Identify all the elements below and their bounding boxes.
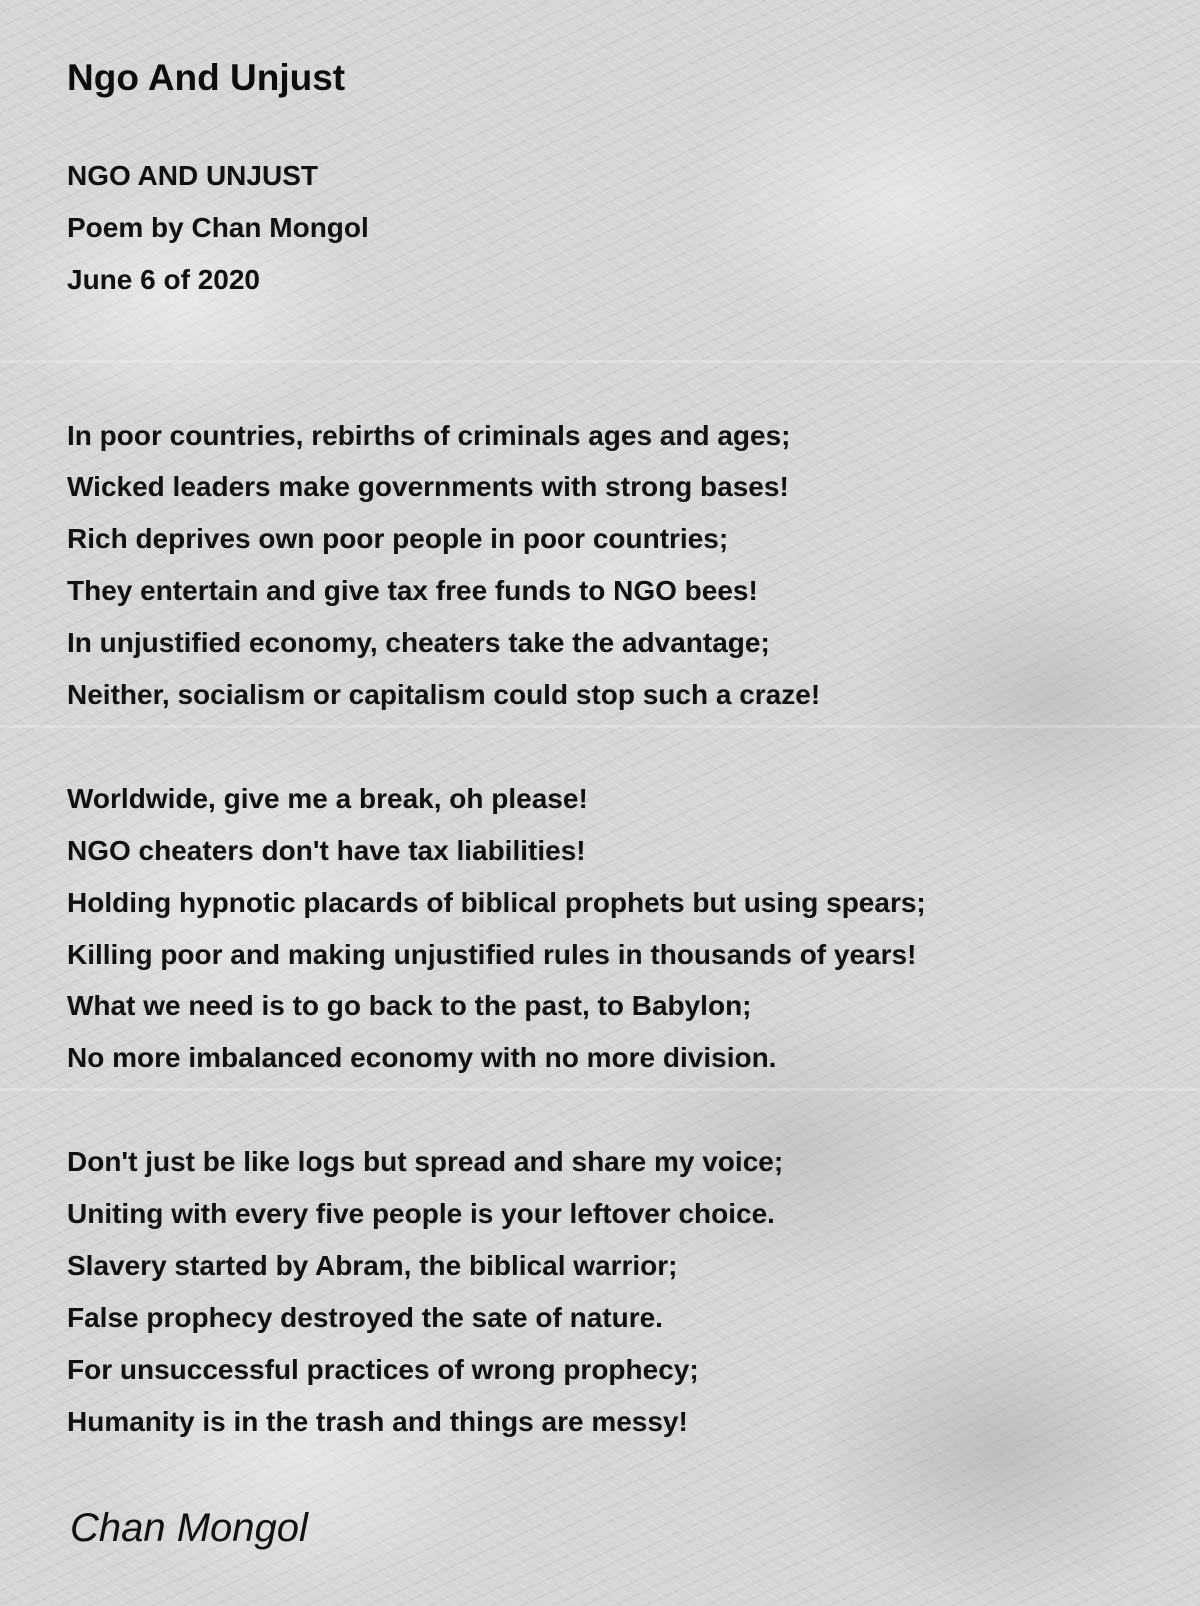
stanza-1 (67, 410, 1167, 721)
poem-line: Humanity is in the trash and things are messy! (67, 1405, 688, 1437)
poem-line: Holding hypnotic placards of biblical prophets but using spears; (67, 886, 926, 918)
poem-line: Killing poor and making unjustified rules in thousands of years! (67, 938, 917, 970)
poem-line: In poor countries, rebirths of criminals ages and ages; (67, 419, 791, 451)
poem-line: For unsuccessful practices of wrong prophecy; (67, 1353, 699, 1385)
poem-line: Neither, socialism or capitalism could stop such a craze! (67, 679, 821, 711)
poem-line: In unjustified economy, cheaters take the advantage; (67, 627, 770, 659)
poem-line: Don't just be like logs but spread and share my voice; (67, 1146, 784, 1178)
poem-line: Worldwide, give me a break, oh please! (67, 782, 588, 814)
poem-body (67, 150, 1167, 1448)
poem-line: No more imbalanced economy with no more division. (67, 1042, 777, 1074)
poem-heading: NGO AND UNJUST (67, 160, 318, 191)
spacer (67, 1084, 1167, 1136)
author-signature: Chan Mongol (70, 1506, 308, 1550)
poem-line: Rich deprives own poor people in poor countries; (67, 523, 729, 555)
poem-line: Wicked leaders make governments with strong bases! (67, 471, 789, 503)
spacer (67, 721, 1167, 773)
poem-date: June 6 of 2020 (67, 263, 260, 295)
poem-line: NGO cheaters don't have tax liabilities! (67, 834, 586, 866)
poem-line: Uniting with every five people is your leftover choice. (67, 1198, 775, 1230)
poem-line: What we need is to go back to the past, to Babylon; (67, 990, 752, 1022)
stanza-2 (67, 773, 1167, 1084)
stanza-3 (67, 1136, 1167, 1447)
poem-line: False prophecy destroyed the sate of nature. (67, 1301, 663, 1333)
page-title: Ngo And Unjust (67, 57, 346, 98)
poem-line: They entertain and give tax free funds to NGO bees! (67, 575, 758, 607)
poem-byline: Poem by Chan Mongol (67, 211, 369, 243)
spacer (67, 306, 1167, 410)
poem-line: Slavery started by Abram, the biblical warrior; (67, 1249, 678, 1281)
